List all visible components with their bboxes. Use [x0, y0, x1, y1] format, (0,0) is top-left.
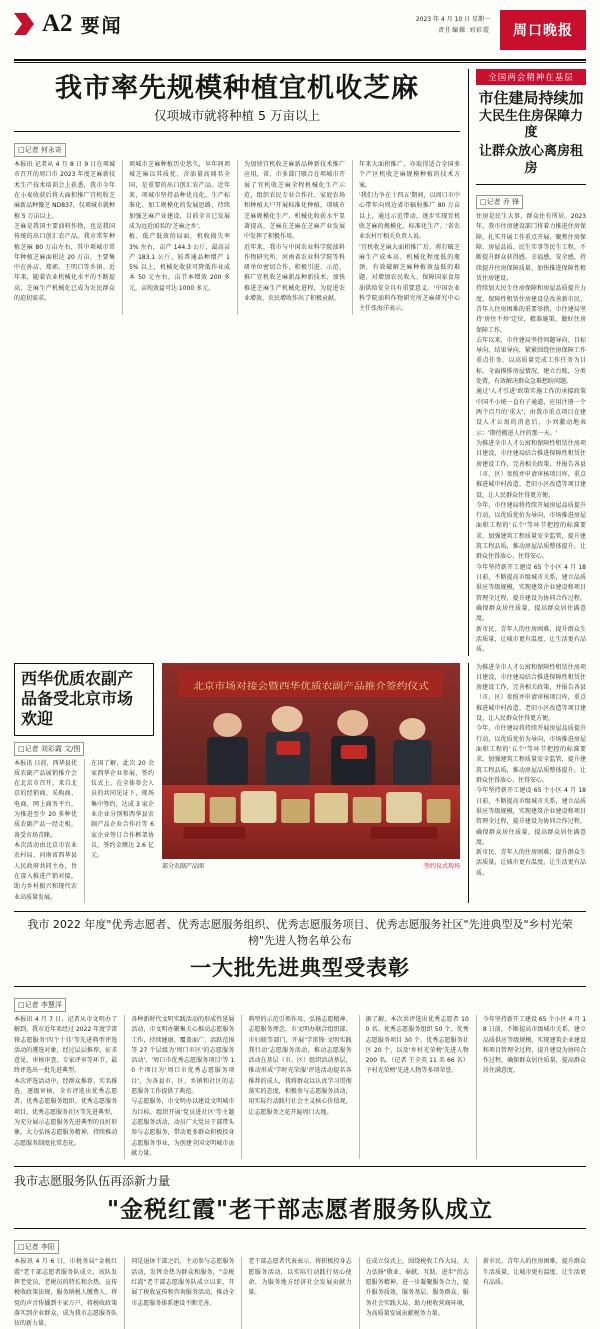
issue-date: 2023 年 4 月 10 日 星期一 [415, 16, 490, 23]
bottom-p-5: 新市民、青年人的住房困难，提升群众生活质量，让城市更有温度、让生活更有品质。 [482, 1258, 587, 1286]
mid-column-4 [359, 1015, 469, 1159]
bottom-p-4: 在成立仪式上，围绕税收工作大局，大力弘扬"敬业、奉献、互助、进步"的志愿服务精神，进一步凝聚服务合力，提升服务质效，服务基层、服务群众、服务社会实践大局，助力税收营商环境，为高质量发展贡献税务力量。 [365, 1258, 469, 1317]
masthead-right [416, 10, 586, 50]
lead-zone [14, 69, 586, 656]
bottom-column-1 [14, 1257, 117, 1329]
section2-photo-wrap [162, 663, 460, 903]
rail-headline-3: 让群众放心离房租房 [478, 144, 583, 177]
section2-rail-p-2: 今年，市住建局将持续开展房屋品质提升行动，以优质优价为导向，市场推进房屋面积工程的'五个'等环节把控的标准要求，加强建筑工程质量安全监管，提升建筑工程品质，推动房屋品质整体提升，让群众住得放心、住得安心。 [476, 725, 586, 784]
section2 [14, 663, 586, 903]
section2-p-2: 本次活动由北京市农业农村局、河南省西华县人民政府共同主办，旨在深入推进产销对接，助力乡村振兴和现代农业高质量发展。 [14, 842, 77, 901]
section2-rail-p-3: 今年坚持新开工建设 65 个小区 4 月 18 日前，不断提高市级城市关系，建立品质供应等级规模，实现建筑企业建设和项目管理全过程，提升建设为协同合作过程，确保群众居住质量，提高群众居住满意度。 [476, 787, 586, 846]
rail-p-8: 新市民、青年人的住房困难，提升群众生活质量，让城市更有温度、让生活更有品质。 [476, 625, 586, 654]
rail-byline: □记者 乔 锋 [476, 195, 523, 209]
masthead-rule-thick [14, 59, 586, 61]
rail-p-6: 今年，市住建局将持续开展房屋品质提升行动，以优质优价为导向，市场推进房屋面积工程的'五个'等环节把控的标准要求，加强建筑工程质量安全监管，提升建筑工程品质，推动房屋品质整体提升，让群众住得放心、住得安心。 [476, 501, 586, 561]
masthead-meta [416, 10, 490, 37]
right-rail-article [468, 69, 586, 656]
masthead-rule-thin [14, 62, 586, 63]
mid-byline: □记者 李慧洋 [14, 998, 66, 1012]
lead-article [14, 69, 460, 656]
mid-column-1 [14, 1015, 117, 1159]
section2-text [14, 663, 154, 903]
masthead-left [14, 10, 123, 38]
mid-headline: 一大批先进典型受表彰 [190, 955, 410, 980]
section2-byline: □记者 刘彩霞 文/图 [14, 742, 84, 756]
mid-p-2: 本次评选活动中，经群众推荐、实名推选、逐级审核，全市评选出优秀志愿者、优秀志愿服务组织、优秀志愿服务项目、优秀志愿服务社区等先进典型。 [14, 1077, 118, 1116]
mid-kicker: 我市 2022 年度"优秀志愿者、优秀志愿服务组织、优秀志愿服务项目、优秀志愿服务社区"先进典型及"乡村光荣榜"先进人物名单公布 [27, 917, 573, 948]
rail-p-2: 持续加大民生住房保障和房屋品质提升力度，保障性租赁住房建设是改善新市民、青年人住房困难的重要举措，市住建局坚持'房住不炒'定位，精准施策，做好住房保障工作。 [476, 285, 586, 334]
rail-p-7: 今年坚持新开工建设 65 个小区 4 月 18 日前，不断提高市级城市关系，建立品质供应等级规模，实现建筑企业建设和项目管理全过程，提升建设为协同合作过程，确保群众居住质量，提高群众居住满意度。 [476, 563, 586, 623]
lead-p-8: '我们力争在十四五'期间，以周口市中心带年向周边省市辐射推广 80 万亩以上，通过示范带动，逐步实现宜机收芝麻的规模化、标准化生产。'省农业农村厅相关负责人说。 [359, 191, 460, 241]
mid-p-1: 本报讯 4 月 7 日，记者从市文明办了解到，我市近年来经过 2022 年度学雷锋志愿服务'四个十佳'等先进典型评选活动的遴选对象，经过层层推荐、征求意见、审核审查、专家评审等环节，最终评选出一批先进典型。 [14, 1015, 118, 1075]
bottom-p-2: 同是退休干部之后，主动参与志愿服务活动，发挥余热为群众和服务，"金税红霞"老干部志愿服务队成立以来，开展了税收宣传和咨询服务活动，推动全市志愿服务体系建设不断完善。 [131, 1258, 235, 1307]
mid-p-7: 据了解，本次共评选出优秀志愿者 100 名、优秀志愿服务组织 50 个、优秀志愿服务项目 30 个、优秀志愿服务社区 20 个，以及'乡村光荣榜'先进人物 200 名。（记者 王全英 11 名 66 名）予村光荣榜'先进人物等多项荣誉。 [365, 1015, 469, 1075]
lead-subhead: 仅项城市就将种植 5 万亩以上 [154, 108, 320, 124]
rail-p-5: 为推进全市人才公寓和保障性租赁住房项目建设，市住建局结合推进保障性租赁住房建设工作，完善相关政策，并报告各县（市、区）参照并申请审核项目库，重点推进城中村改造、老旧小区改造等项目建设，让人民群众住得更方便。 [476, 439, 586, 499]
section2-headline: 西华优质农副产品备受北京市场欢迎 [21, 668, 134, 728]
mid-p-5: 与志愿服务，市文明办以建设文明城市为目标，组织开展'党员进社区'等主题志愿服务活动，动员广大党员干部带头参与志愿服务，带动更多群众积极投身志愿服务事业，为创建全国文明城市贡献力量。 [131, 1098, 235, 1157]
rail-p-3: 去年以来，市住建局坚持问题导向、目标导向、结果导向，紧紧围绕住房保障工作重点任务，以高质量完成工作任务为目标，全面摸排房屋情况，建立台账，分类处置，有效解决群众急难愁盼问题。 [476, 336, 586, 386]
mid-column-5 [476, 1015, 586, 1159]
mid-columns [14, 1015, 586, 1159]
rail-kicker: 全国两会精神在基层 [476, 69, 586, 85]
lead-byline: □记者 何永奇 [14, 143, 66, 157]
lead-p-7: 年来大面积推广，亦取得适合全国多个产区机收芝麻规模种植的技术方案。 [359, 161, 460, 189]
photo-caption-left: 部分农副产品图 [162, 862, 205, 870]
bottom-column-2 [124, 1257, 234, 1329]
bottom-p-3: 老干部志愿者代表表示，将积极投身志愿服务活动，以实际行动践行初心使命，为服务地方经济社会发展贡献力量。 [248, 1258, 352, 1297]
page-number: A2 [42, 10, 73, 37]
paper-logo: 周口晚报 [500, 10, 586, 50]
section2-p-1: 本报讯 日前，西华县优质农副产品展销推介会在北京市召开，来自北京的经销商、采购商、电商、网上商务平台，为推进至少 20 多种优质农副产品一经走相，备受市场青睐。 [14, 759, 77, 839]
rail-divider [476, 184, 586, 185]
photo-signing-ceremony [162, 663, 460, 859]
editor-line: 责任编辑 刘彩霞 [438, 27, 490, 35]
section2-rail-p-4: 新市民、青年人的住房困难，提升群众生活质量，让城市更有温度、让生活更有品质。 [476, 849, 586, 877]
mid-p-6: 典型的示范引领作用，弘扬志愿精神、志愿服务理念，市文明办联合组织部、市妇联等部门，开展'学雷锋·文明实践我行动'志愿服务活动，推动志愿服务活动在基层（市、区）组织活动基层，推动形成'学时光荣服'评选活动提名各推荐的成人，我将群众以认真学习贯彻落实的态度，积极参与志愿服务活动，用实际行动践行社会主义核心价值观，让志愿服务之花开遍周口大地。 [248, 1015, 352, 1116]
rail-headline-2: 大民生住房保障力度 [478, 108, 583, 141]
mid-p-8: 今年坚持新开工建设 65 个小区 4 月 18 日前，不断提高市级城市关系，建立品质供应等级规模，实现建筑企业建设和项目管理全过程，提升建设为协同合作过程，确保群众居住质量，提高群众居住满意度。 [482, 1015, 587, 1075]
lead-p-3: 项城市芝麻种植历史悠久，早年间项城芝麻以其质优、含油量高闻名全国，是重要的出口创汇农产品。近年来，项城市坚持品种优良化、生产标准化、加工规模化的发展思路，持续加强芝麻产业建设，目前全市已发展成为远近闻名的'芝麻之乡'。 [129, 161, 230, 230]
section2-columns [14, 759, 154, 903]
bottom-headline: "金税红霞"老干部志愿者服务队成立 [107, 1197, 493, 1224]
mid-p-4: 各种新时代文明实践活动的形成性延展活动，市文明办聚集关心推动志愿服务工作，持续健康，覆盖面广、活跃范围等 27 个层级为'周口市区'的志愿服务活动'，'周口市优秀志愿服务项目'等 10 个项目为'周口市优秀志愿服务项目'，为各县市、区、乡镇和社区的志愿服务工作提供了典范。 [131, 1015, 235, 1096]
lead-column-2 [122, 160, 230, 315]
section-title: 要闻 [80, 14, 123, 37]
mid-rule [14, 986, 586, 987]
red-arrow-icon [14, 13, 34, 35]
rail-p-1: 住房是民生大事，群众住有所居。2023 年，我市住房建设部门将着力推进住房保障，扎实开展工作重点开展。聚焦住房保障、房屋品质、民生实事等民生工程，不断提升群众获得感、幸福感、安全感，持续提升住房保障质量，加快推进保障性租赁住房建设。 [476, 213, 586, 282]
section2-column-1 [14, 759, 77, 903]
lead-column-3 [237, 160, 345, 315]
bottom-column-5 [476, 1257, 586, 1329]
photo-caption-right: 签约仪式现场 [423, 862, 460, 870]
lead-p-9: '宜机收芝麻大面积推广后，将打破芝麻生产成本高、机械化程度低的瓶颈，有效破解芝麻种植效益低的难题，对增加农民收入、保障国家食用油供给安全具有重要意义。'中国农业科学院油料作物研究所芝麻研究中心主任张海洋表示。 [359, 243, 460, 313]
bottom-byline: □记者 李阳 [14, 1240, 59, 1254]
mid-article [14, 911, 586, 1159]
rail-headline-1: 市住建局持续加 [478, 89, 584, 107]
lead-columns [14, 160, 460, 315]
section2-p-3: 在国了解，此次 20 余家西华企业参展、签约仪式上，在全体参会人员的共同见证下，现场集中签约，达成 3 家企业企业分别和西华县农副产品企业合作社等 6 家企业签订合作框架协议，签约金额达 2.6 亿元。 [91, 759, 154, 860]
section2-rail [468, 663, 586, 903]
mid-column-2 [124, 1015, 234, 1159]
section2-rail-p-1: 为推进全市人才公寓和保障性租赁住房项目建设，市住建局结合推进保障性租赁住房建设工作，完善相关政策，并报告各县（市、区）参照并申请审核项目库，重点推进城中村改造、老旧小区改造等项目建设，让人民群众住得更方便。 [476, 663, 586, 723]
lead-headline: 我市率先规模种植宜机收芝麻 [55, 73, 419, 104]
bottom-rule [14, 1228, 586, 1229]
lead-p-1: 本报讯 记者从 4 月 8 日 9 日在项城市召开的周口市 2023 年度芝麻新技术生产技术培训会上获悉，我市今年在小麦收获后将大面积推广宜机收芝麻新品种豫芝 ND837，仅项城市就种植 5 万亩以上。 [14, 161, 115, 220]
mid-column-3 [241, 1015, 351, 1159]
lead-p-6: 近年来，我市与中国农业科学院油料作物研究所、河南省农业科学院等科研单位密切合作，积极引进、示范、推广宜机收芝麻新品种新技术，加快推进芝麻生产机械化进程，为促进农业增效、农民增收作出了积极贡献。 [244, 243, 345, 303]
bottom-p-1: 本报讯 4 月 6 日，市税务局"金税红霞"老干部志愿者服务队成立，该队发挥老党员、老税员的特长和余热，宣传税收政策法规，服务纳税人缴费人，将党的声音传播到千家万户，将税收政策落实到企业群众，成为我市志愿服务队伍的新力量。 [14, 1258, 118, 1328]
lead-p-2: 芝麻是我国主要油料作物，也是我国传统的出口创汇农产品。我市常年种植芝麻 80 万亩左右，其中项城市常年种植芝麻面积达 20 万亩，主要集中在孙店、郑郭、王明口等乡镇。近年来，随着农业机械化水平的不断提高，芝麻生产机械化已成为农民群众的迫切需求。 [14, 222, 115, 303]
bottom-columns [14, 1257, 586, 1329]
mid-p-3: 为充分展示志愿服务先进典型的良好形象，大力弘扬志愿服务精神，持续推动志愿服务制度化常态化。 [14, 1119, 118, 1147]
svg-text:北京市场对接会暨西华优质农副产品推介签约仪式: 北京市场对接会暨西华优质农副产品推介签约仪式 [193, 681, 429, 692]
lead-column-1 [14, 160, 115, 315]
rail-p-4: 通过'人才引进'政策实施工作的承接政策中国不小统一直有子通道，应用注册一个两个百月的'重大'，由我市重点项目在建设人才公寓的消息后，小刘激动地表示：'期待搬进人住的那一天。' [476, 388, 586, 437]
section2-column-2 [84, 759, 154, 903]
bottom-kicker: 我市志愿服务队伍再添新力量 [14, 1174, 171, 1189]
section2-headline-box [14, 663, 154, 736]
lead-p-5: 为加快宜机收芝麻新品种新技术推广应用，省、市多部门联合在项城市开展了宜机收芝麻全程机械化生产示范，组织农民专业合作社、家庭农场和种植大户开展标准化种植，项城市芝麻规模化生产、机械化收获水平显著提高，芝麻在芝麻在芝麻产业发展中发挥了积极作用。 [244, 161, 345, 241]
lead-column-4 [352, 160, 460, 315]
lead-p-4: 植、低产低效的局面，机收损失率 3% 左右，亩产 144.3 公斤，最高亩产 183.1 公斤，较普通品种增产 15% 以上，机械化收获可降低作业成本 50 元左右，亩节本增效 200 多元，亩纯效益可达 1000 多元。 [129, 233, 230, 292]
bottom-column-3 [241, 1257, 351, 1329]
lead-rule [14, 131, 460, 132]
bottom-article [14, 1166, 586, 1329]
masthead [14, 10, 586, 56]
bottom-column-4 [359, 1257, 469, 1329]
